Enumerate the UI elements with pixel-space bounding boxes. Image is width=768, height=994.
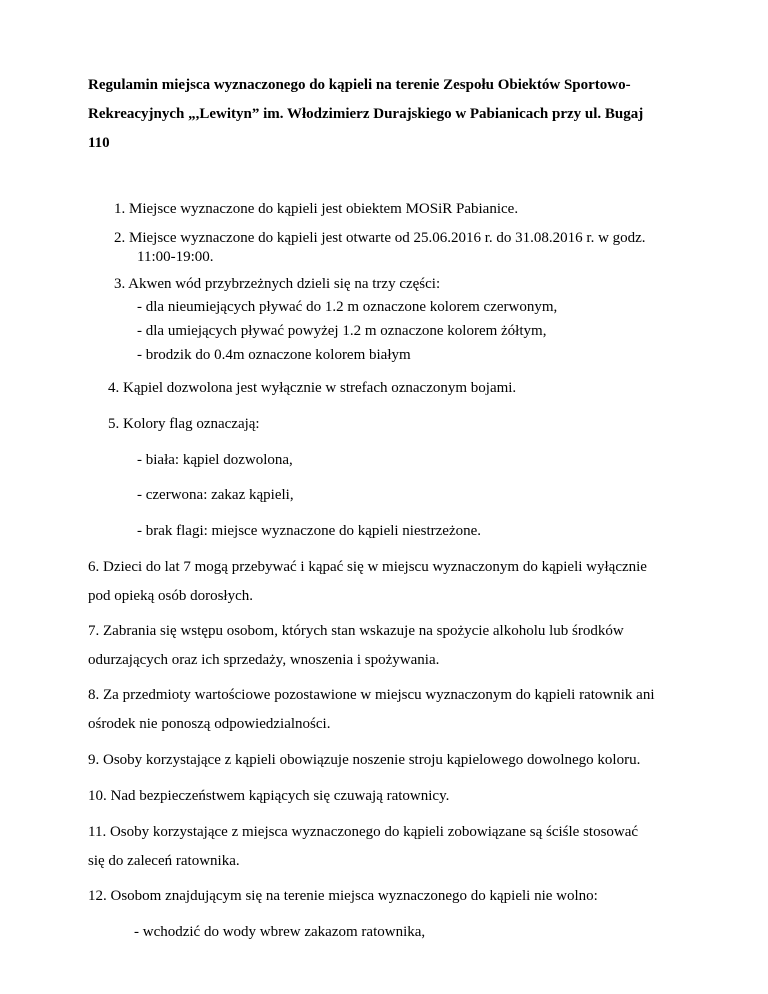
- document-title: [88, 71, 688, 158]
- rule-2-cont: 11:00-19:00.: [137, 249, 214, 265]
- rule-9: 9. Osoby korzystające z kąpieli obowiązuje noszenie stroju kąpielowego dowolnego koloru.: [88, 752, 641, 768]
- rule-10: 10. Nad bezpieczeństwem kąpiących się czuwają ratownicy.: [88, 788, 450, 804]
- rule-1: 1. Miejsce wyznaczone do kąpieli jest obiektem MOSiR Pabianice.: [114, 201, 519, 217]
- rule-5-sub-3: - brak flagi: miejsce wyznaczone do kąpieli niestrzeżone.: [137, 523, 482, 539]
- rule-5-sub-1: - biała: kąpiel dozwolona,: [137, 452, 293, 468]
- rule-7-cont: odurzających oraz ich sprzedaży, wnoszenia i spożywania.: [88, 652, 440, 668]
- rule-5: 5. Kolory flag oznaczają:: [108, 416, 260, 432]
- title-line-2: Rekreacyjnych „,Lewityn” im. Włodzimierz Durajskiego w Pabianicach przy ul. Bugaj: [88, 106, 644, 122]
- title-line-3: 110: [88, 135, 110, 151]
- rule-11-cont: się do zaleceń ratownika.: [88, 853, 240, 869]
- rule-5-sub-2: - czerwona: zakaz kąpieli,: [137, 487, 294, 503]
- rule-3-sub-2: - dla umiejących pływać powyżej 1.2 m oznaczone kolorem żółtym,: [137, 323, 547, 339]
- rule-8-cont: ośrodek nie ponoszą odpowiedzialności.: [88, 716, 331, 732]
- rule-6: 6. Dzieci do lat 7 mogą przebywać i kąpać się w miejscu wyznaczonym do kąpieli wyłącznie: [88, 559, 647, 575]
- rule-6-cont: pod opieką osób dorosłych.: [88, 588, 253, 604]
- rule-8: 8. Za przedmioty wartościowe pozostawione w miejscu wyznaczonym do kąpieli ratownik ani: [88, 687, 655, 703]
- rule-12: 12. Osobom znajdującym się na terenie miejsca wyznaczonego do kąpieli nie wolno:: [88, 888, 598, 904]
- rule-4: 4. Kąpiel dozwolona jest wyłącznie w strefach oznaczonym bojami.: [108, 380, 517, 396]
- rule-12-sub-1: - wchodzić do wody wbrew zakazom ratownika,: [134, 924, 426, 940]
- rule-11: 11. Osoby korzystające z miejsca wyznaczonego do kąpieli zobowiązane są ściśle stosować: [88, 824, 639, 840]
- rule-3-sub-1: - dla nieumiejących pływać do 1.2 m oznaczone kolorem czerwonym,: [137, 299, 558, 315]
- rule-7: 7. Zabrania się wstępu osobom, których stan wskazuje na spożycie alkoholu lub środków: [88, 623, 624, 639]
- rule-2: 2. Miejsce wyznaczone do kąpieli jest otwarte od 25.06.2016 r. do 31.08.2016 r. w godz.: [114, 230, 646, 246]
- rule-3-sub-3: - brodzik do 0.4m oznaczone kolorem białym: [137, 347, 411, 363]
- rule-3: 3. Akwen wód przybrzeżnych dzieli się na trzy części:: [114, 276, 441, 292]
- title-line-1: Regulamin miejsca wyznaczonego do kąpieli na terenie Zespołu Obiektów Sportowo-: [88, 77, 631, 93]
